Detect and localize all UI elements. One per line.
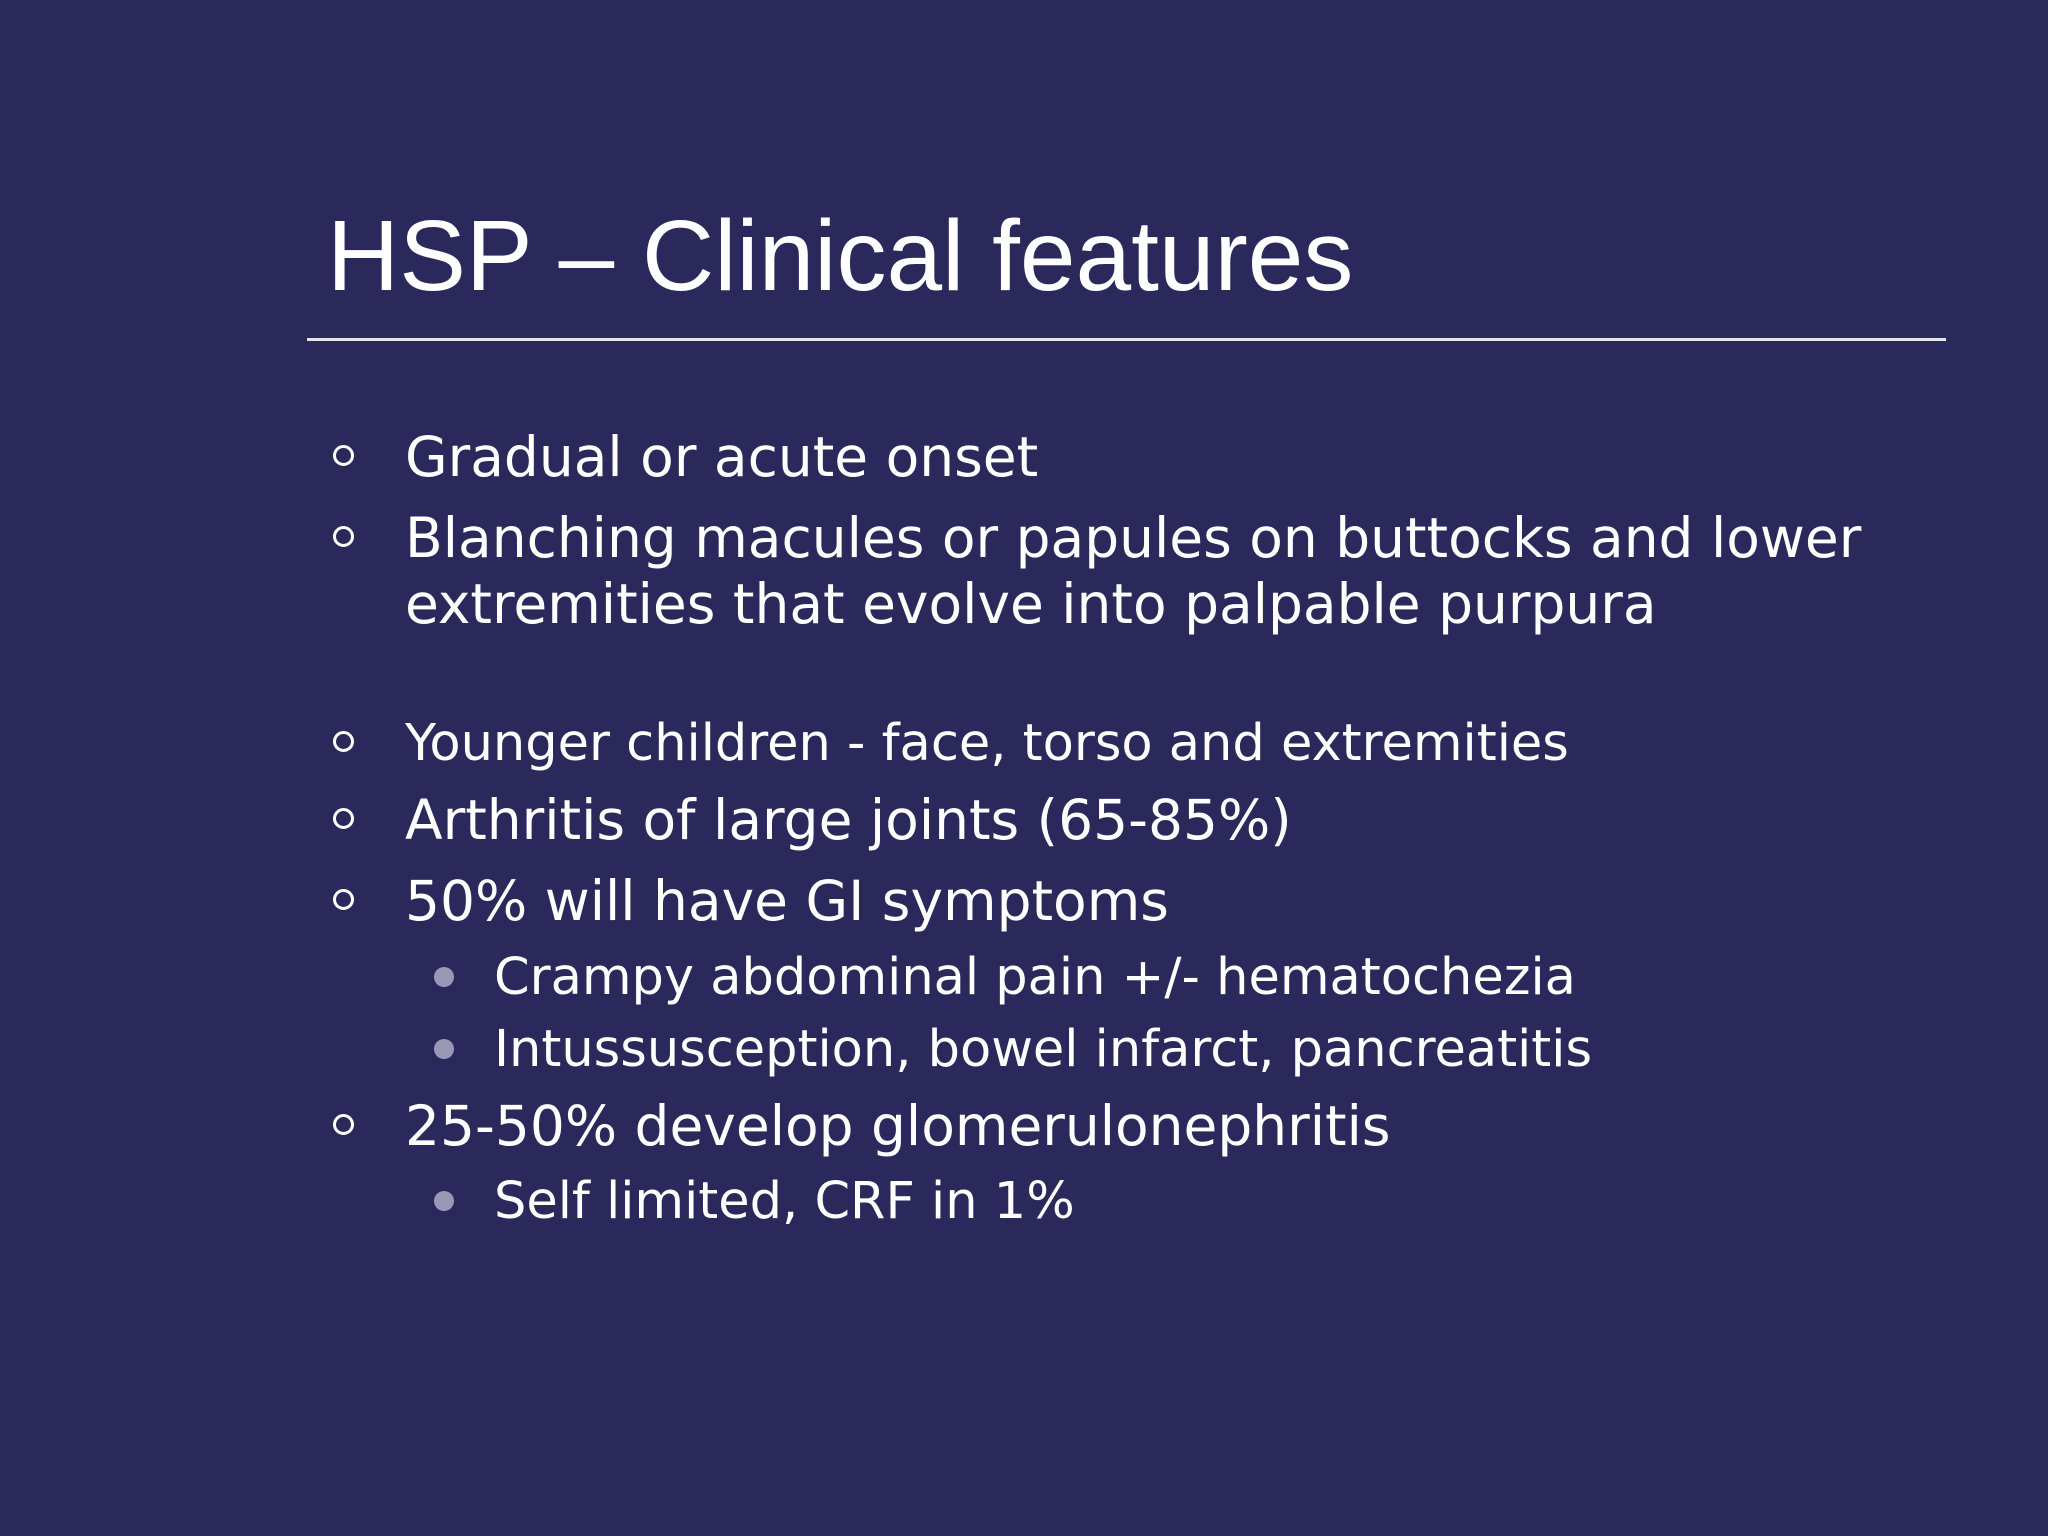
bullet-item: Blanching macules or papules on buttocks and lower extremities that evolve into palpable purpura [405,506,1862,636]
sub-bullet-item: Crampy abdominal pain +/- hematochezia [494,948,1576,1007]
bullet-item: Arthritis of large joints (65-85%) [405,788,1292,852]
sub-bullet-item: Intussusception, bowel infarct, pancreatitis [494,1020,1593,1079]
bullet-item: 50% will have GI symptoms [405,869,1169,933]
filled-dot-bullet-icon [434,1039,454,1059]
hollow-circle-bullet-icon [333,1114,354,1135]
bullet-item: Younger children - face, torso and extremities [405,714,1569,773]
hollow-circle-bullet-icon [333,526,354,547]
bullet-item: 25-50% develop glomerulonephritis [405,1094,1391,1158]
hollow-circle-bullet-icon [333,445,354,466]
sub-bullet-item: Self limited, CRF in 1% [494,1172,1075,1231]
hollow-circle-bullet-icon [333,889,354,910]
bullet-item: Gradual or acute onset [405,425,1039,489]
filled-dot-bullet-icon [434,1191,454,1211]
hollow-circle-bullet-icon [333,808,354,829]
slide-title: HSP – Clinical features [327,200,1354,312]
filled-dot-bullet-icon [434,967,454,987]
hollow-circle-bullet-icon [333,731,354,752]
